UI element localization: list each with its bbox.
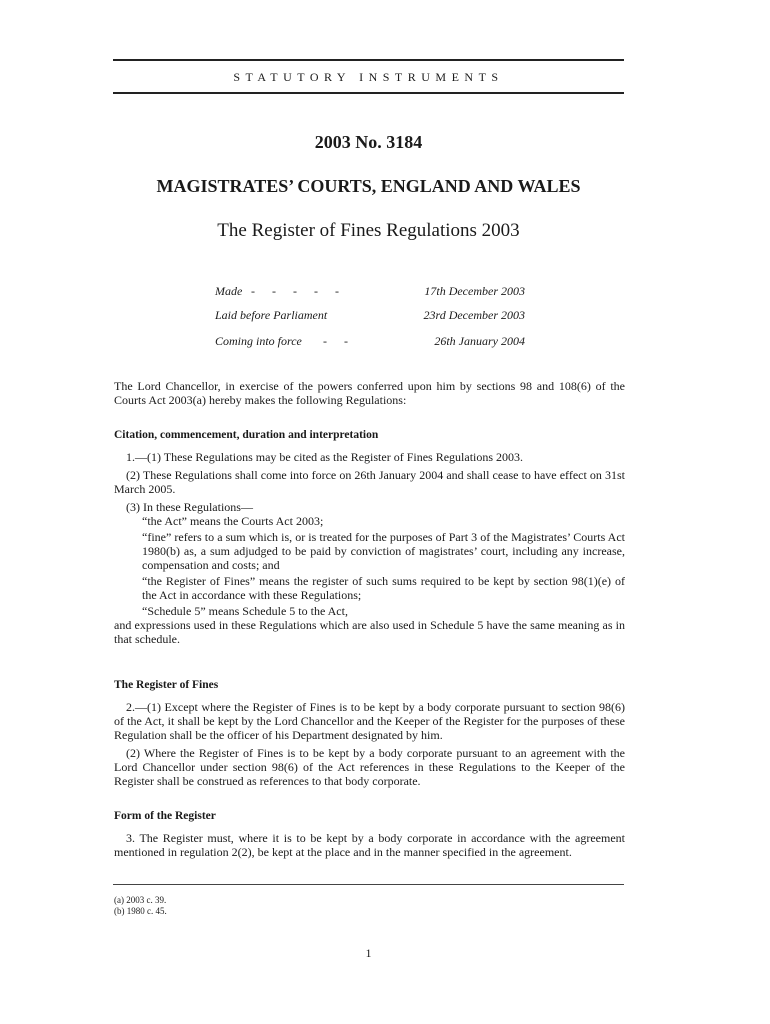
document-title: The Register of Fines Regulations 2003 <box>217 220 520 241</box>
paragraph: 2.—(1) Except where the Register of Fines is to be kept by a body corporate pursuant to section 98(6) of the Act, it shall be kept by the Lord Chancellor and the Keeper of the Register for the purposes of these Regulation shall be the officer of his Department designated by him. <box>114 700 625 742</box>
date-leader: - - <box>323 334 348 348</box>
date-label: Laid before Parliament <box>215 308 328 322</box>
definition: “the Register of Fines” means the register of such sums required to be kept by section 98(1)(e) of the Act in accordance with these Regulations; <box>142 574 625 602</box>
preamble-text: The Lord Chancellor, in exercise of the powers conferred upon him by sections 98 and 108(6) of the Courts Act 2003(a) hereby makes the following Regulations: <box>114 379 625 407</box>
footnote: (b) 1980 c. 45. <box>114 906 167 916</box>
date-value: 17th December 2003 <box>424 284 525 298</box>
preamble <box>114 379 625 407</box>
header-rule-bottom <box>113 92 624 94</box>
paragraph: (3) In these Regulations— <box>126 500 253 514</box>
paragraph: and expressions used in these Regulations which are also used in Schedule 5 have the same meaning as in that schedule. <box>114 618 625 646</box>
section-3 <box>114 809 625 859</box>
paragraph: 3. The Register must, where it is to be kept by a body corporate in accordance with the agreement mentioned in regulation 2(2), be kept at the place and in the manner specified in the agreement. <box>114 831 625 859</box>
footnote: (a) 2003 c. 39. <box>114 895 167 905</box>
date-leader: - - - - - <box>251 284 339 298</box>
definition: “Schedule 5” means Schedule 5 to the Act, <box>142 604 348 618</box>
definition: “the Act” means the Courts Act 2003; <box>142 514 324 528</box>
section-heading: Form of the Register <box>114 810 216 822</box>
section-2 <box>114 678 625 788</box>
paragraph: 1.—(1) These Regulations may be cited as the Register of Fines Regulations 2003. <box>126 450 524 464</box>
definition: “fine” refers to a sum which is, or is treated for the purposes of Part 3 of the Magistrates’ Courts Act 1980(b) as, a sum adjudged to be paid by conviction of magistrates’ court, including any increase, compensation and costs; and <box>142 530 625 572</box>
page-number: 1 <box>365 946 372 960</box>
section-heading: Citation, commencement, duration and interpretation <box>114 429 379 441</box>
subject-heading: MAGISTRATES’ COURTS, ENGLAND AND WALES <box>156 176 581 196</box>
date-value: 23rd December 2003 <box>423 308 525 322</box>
series-header: STATUTORY INSTRUMENTS <box>233 70 504 84</box>
footnotes <box>114 895 167 917</box>
section-heading: The Register of Fines <box>114 679 219 691</box>
paragraph: (2) Where the Register of Fines is to be kept by a body corporate pursuant to an agreement with the Lord Chancellor under section 98(6) of the Act references in these Regulations to the Keeper of the Register shall be construed as references to that body corporate. <box>114 746 625 788</box>
date-label: Coming into force <box>215 334 302 348</box>
paragraph: (2) These Regulations shall come into force on 26th January 2004 and shall cease to have effect on 31st March 2005. <box>114 468 625 496</box>
date-label: Made <box>215 284 243 298</box>
section-1 <box>114 428 625 646</box>
header-rule-top <box>113 59 624 61</box>
si-number: 2003 No. 3184 <box>314 132 423 152</box>
date-value: 26th January 2004 <box>434 334 525 348</box>
footnote-rule <box>113 884 624 885</box>
